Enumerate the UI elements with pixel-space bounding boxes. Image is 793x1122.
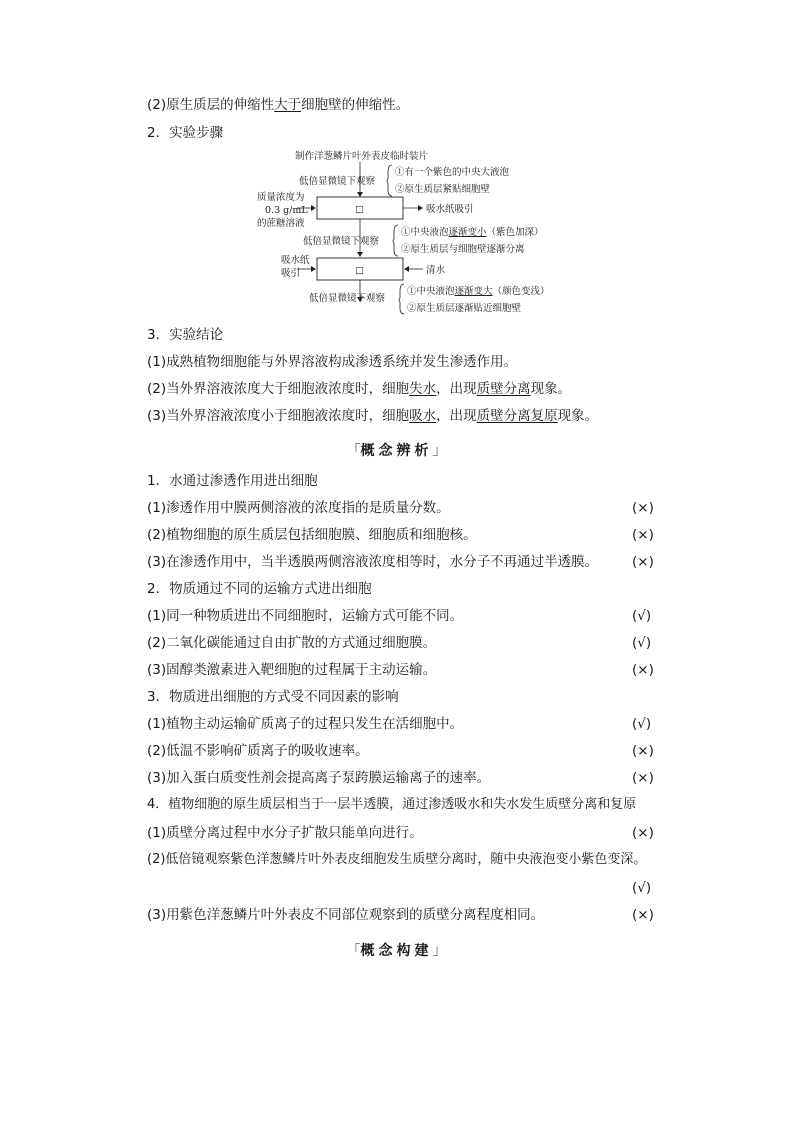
cb-bracket-close: 」 [432, 943, 447, 959]
diagram-obs1: 低倍显微镜下观察 [299, 176, 376, 187]
ca-bracket-close: 」 [432, 443, 447, 459]
c3-answer-1: 吸水 [409, 408, 437, 424]
ca-heading-1: 1．水通过渗透作用进出细胞 [147, 473, 318, 489]
intro-text-a: (2)原生质层的伸缩性 [147, 97, 275, 113]
right1-label: 吸水纸吸引 [426, 204, 474, 215]
box2-right-arrowhead [404, 266, 409, 272]
diagram-obs3-result1 [407, 285, 550, 297]
ca-heading-4: 4．植物细胞的原生质层相当于一层半透膜，通过渗透吸水和失水发生质壁分离和复原 [147, 797, 637, 812]
ca-mark-3: (×) [632, 554, 654, 570]
ca-bracket-open: 「 [346, 443, 361, 459]
diagram-obs2: 低倍显微镜下观察 [303, 236, 380, 247]
box1-symbol: □ [355, 204, 364, 215]
ca-question-11: (2)低倍镜观察紫色洋葱鳞片叶外表皮细胞发生质壁分离时，随中央液泡变小紫色变深。 [147, 852, 647, 867]
flow-arrowhead-1 [357, 192, 363, 197]
left2-line2: 吸引 [281, 268, 301, 279]
intro-answer: 大于 [274, 97, 302, 113]
ca-mark-10: (×) [632, 825, 654, 841]
ca-question-7: (1)植物主动运输矿质离子的过程只发生在活细胞中。 [147, 716, 464, 732]
left1-line1: 质量浓度为 [257, 192, 305, 203]
ca-mark-2: (×) [632, 527, 654, 543]
intro-paragraph [147, 96, 409, 114]
ca-mark-12: (×) [632, 907, 654, 923]
intro-text-b: 细胞壁的伸缩性。 [301, 97, 410, 113]
box2-left-arrowhead [311, 266, 316, 272]
c2-text-a: (2)当外界溶液浓度大于细胞液浓度时，细胞 [147, 381, 410, 397]
conclusion-1: (1)成熟植物细胞能与外界溶液构成渗透系统并发生渗透作用。 [147, 354, 518, 370]
obs3-r1-b: （颜色变浅） [492, 286, 550, 297]
diagram-obs3: 低倍显微镜下观察 [309, 293, 386, 304]
conclusion-3 [147, 407, 598, 425]
left2-line1: 吸水纸 [281, 255, 310, 266]
diagram-obs2-result2: ②原生质层与细胞壁逐渐分离 [401, 244, 525, 255]
box1-right-arrowhead [418, 205, 423, 211]
diagram-obs1-result2: ②原生质层紧贴细胞壁 [395, 184, 491, 195]
flow-arrowhead-2 [357, 252, 363, 257]
c3-text-a: (3)当外界溶液浓度小于细胞液浓度时，细胞 [147, 408, 410, 424]
left1-line2: 0.3 g/mL [265, 205, 308, 216]
obs3-r1-u: 逐渐变大 [454, 286, 493, 297]
box2-symbol: □ [355, 265, 364, 276]
cb-title-text: 概念构建 [360, 943, 433, 959]
ca-mark-6: (×) [632, 662, 654, 678]
diagram-obs3-result2: ②原生质层逐渐贴近细胞壁 [407, 303, 522, 314]
ca-mark-8: (×) [632, 743, 654, 759]
concept-build-title [0, 942, 793, 960]
cb-bracket-open: 「 [346, 943, 361, 959]
ca-heading-2: 2．物质通过不同的运输方式进出细胞 [147, 581, 372, 597]
ca-question-2: (2)植物细胞的原生质层包括细胞膜、细胞质和细胞核。 [147, 527, 477, 543]
box1-left-arrowhead [311, 205, 316, 211]
ca-question-6: (3)固醇类激素进入靶细胞的过程属于主动运输。 [147, 662, 437, 678]
obs2-brace [393, 225, 398, 256]
obs2-r1-b: （紫色加深） [486, 227, 544, 238]
c3-text-c: 现象。 [557, 408, 599, 424]
obs1-brace [387, 165, 392, 196]
obs2-r1-u: 逐渐变小 [448, 227, 487, 238]
concept-analysis-title [0, 442, 793, 460]
c2-text-c: 现象。 [530, 381, 572, 397]
ca-heading-3: 3．物质进出细胞的方式受不同因素的影响 [147, 689, 399, 705]
ca-question-12: (3)用紫色洋葱鳞片叶外表皮不同部位观察到的质壁分离程度相同。 [147, 907, 545, 923]
diagram-obs1-result1: ①有一个紫色的中央大液泡 [395, 167, 510, 178]
ca-question-8: (2)低温不影响矿质离子的吸收速率。 [147, 743, 369, 759]
c2-answer-1: 失水 [409, 381, 437, 397]
left1-line3: 的蔗糖溶液 [257, 218, 305, 229]
ca-question-10: (1)质壁分离过程中水分子扩散只能单向进行。 [147, 825, 423, 841]
ca-question-9: (3)加入蛋白质变性剂会提高离子泵跨膜运输离子的速率。 [147, 770, 491, 786]
c2-text-b: ，出现 [436, 381, 477, 397]
flow-diagram-svg [255, 150, 565, 315]
ca-title-text: 概念辨析 [360, 443, 433, 459]
conclusion-2 [147, 380, 571, 398]
conclusion-heading: 3．实验结论 [147, 327, 224, 343]
right2-label: 清水 [426, 265, 446, 276]
diagram-top-label: 制作洋葱鳞片叶外表皮临时装片 [295, 151, 429, 162]
ca-question-3: (3)在渗透作用中，当半透膜两侧溶液浓度相等时，水分子不再通过半透膜。 [147, 554, 599, 570]
obs3-brace [399, 284, 404, 314]
obs2-r1-a: ①中央液泡 [401, 227, 449, 238]
ca-mark-1: (×) [632, 500, 654, 516]
c2-answer-2: 质壁分离 [476, 381, 531, 397]
ca-question-5: (2)二氧化碳能通过自由扩散的方式通过细胞膜。 [147, 635, 437, 651]
obs3-r1-a: ①中央液泡 [407, 286, 455, 297]
steps-heading: 2．实验步骤 [147, 125, 224, 141]
ca-mark-9: (×) [632, 770, 654, 786]
ca-question-1: (1)渗透作用中膜两侧溶液的浓度指的是质量分数。 [147, 500, 450, 516]
experiment-flow-diagram [255, 150, 565, 315]
ca-mark-4: (√) [632, 608, 652, 624]
ca-mark-11: (√) [632, 880, 652, 896]
ca-question-4: (1)同一种物质进出不同细胞时，运输方式可能不同。 [147, 608, 464, 624]
ca-mark-7: (√) [632, 716, 652, 732]
ca-mark-5: (√) [632, 635, 652, 651]
c3-text-b: ，出现 [436, 408, 477, 424]
c3-answer-2: 质壁分离复原 [476, 408, 558, 424]
diagram-obs2-result1 [401, 226, 544, 238]
